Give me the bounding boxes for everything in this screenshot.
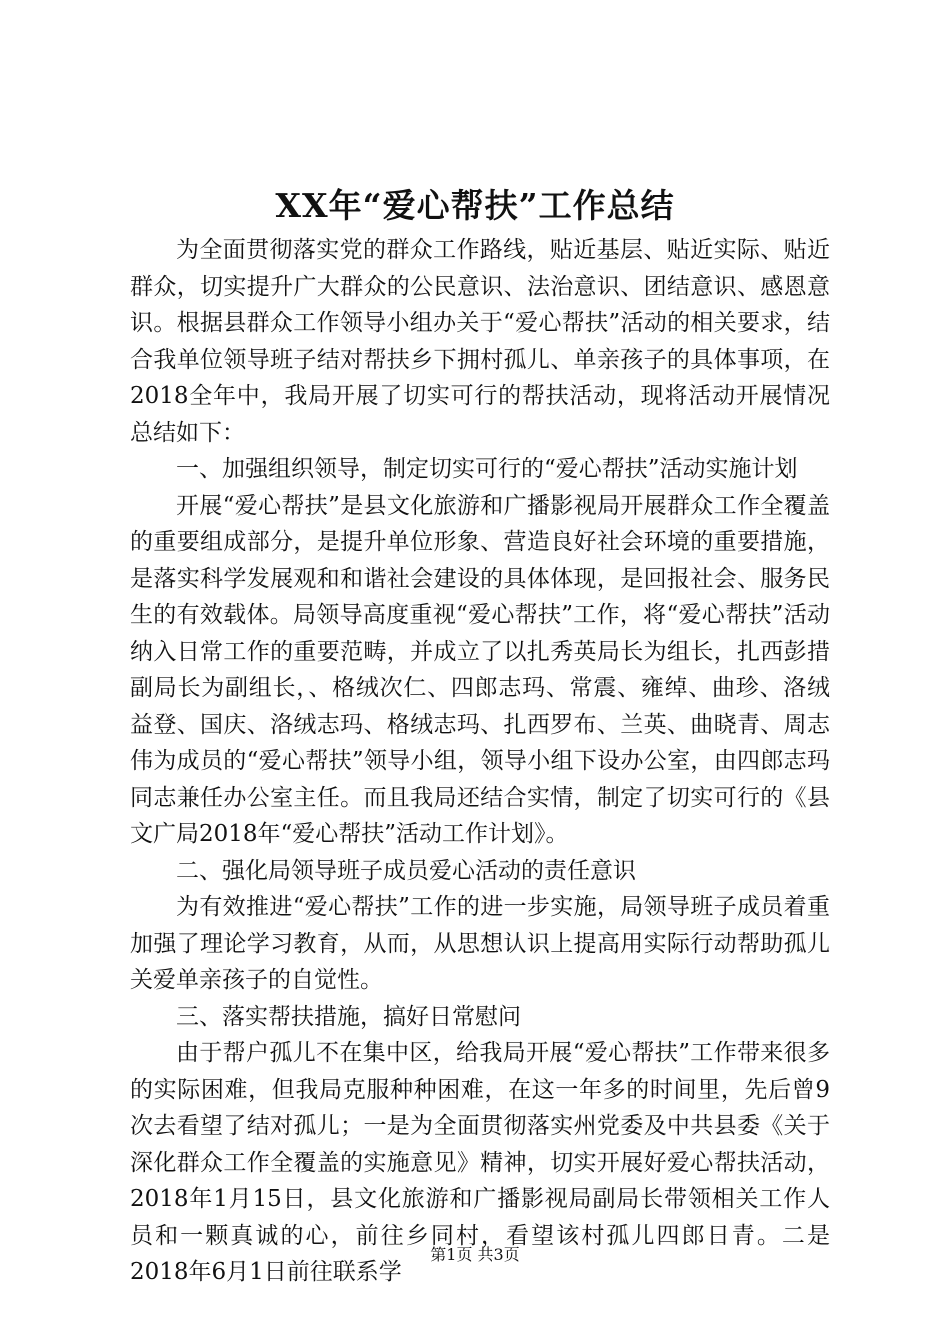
- section-1-paragraph: 开展“爱心帮扶”是县文化旅游和广播影视局开展群众工作全覆盖的重要组成部分，是提升单位形象、营造良好社会环境的重要措施，是落实科学发展观和和谐社会建设的具体体现，是回报社会、服务民生的有效载体。局领导高度重视“爱心帮扶”工作，将“爱心帮扶”活动纳入日常工作的重要范畴，并成立了以扎秀英局长为组长，扎西彭措副局长为副组长，、格绒次仁、四郎志玛、常震、雍绰、曲珍、洛绒益登、国庆、洛绒志玛、格绒志玛、扎西罗布、兰英、曲晓青、周志伟为成员的“爱心帮扶”领导小组，领导小组下设办公室，由四郎志玛同志兼任办公室主任。而且我局还结合实情，制定了切实可行的《县文广局2018年“爱心帮扶”活动工作计划》。: [130, 492, 830, 847]
- section-heading-2: 二、强化局领导班子成员爱心活动的责任意识: [176, 857, 636, 884]
- section-3-paragraph: 由于帮户孤儿不在集中区，给我局开展“爱心帮扶”工作带来很多的实际困难，但我局克服种种困难，在这一年多的时间里，先后曾9次去看望了结对孤儿；一是为全面贯彻落实州党委及中共县委《关于深化群众工作全覆盖的实施意见》精神，切实开展好爱心帮扶活动，2018年1月15日，县文化旅游和广播影视局副局长带领相关工作人员和一颗真诚的心，前往乡同村，看望该村孤儿四郎日青。二是2018年6月1日前往联系学: [130, 1040, 830, 1285]
- section-2-paragraph: 为有效推进“爱心帮扶”工作的进一步实施，局领导班子成员着重加强了理论学习教育，从而，从思想认识上提高用实际行动帮助孤儿关爱单亲孩子的自觉性。: [130, 894, 830, 993]
- page-number-footer: 第1页 共3页: [430, 1245, 520, 1264]
- intro-paragraph: 为全面贯彻落实党的群众工作路线，贴近基层、贴近实际、贴近群众，切实提升广大群众的公民意识、法治意识、团结意识、感恩意识。根据县群众工作领导小组办关于“爱心帮扶”活动的相关要求，结合我单位领导班子结对帮扶乡下拥村孤儿、单亲孩子的具体事项，在2018全年中，我局开展了切实可行的帮扶活动，现将活动开展情况总结如下：: [130, 237, 830, 446]
- document-title: XX年“爱心帮扶”工作总结: [275, 186, 675, 225]
- section-heading-1: 一、加强组织领导，制定切实可行的“爱心帮扶”活动实施计划: [176, 456, 798, 482]
- document-body: [130, 232, 830, 1291]
- section-heading-3: 三、落实帮扶措施，搞好日常慰问: [176, 1003, 521, 1030]
